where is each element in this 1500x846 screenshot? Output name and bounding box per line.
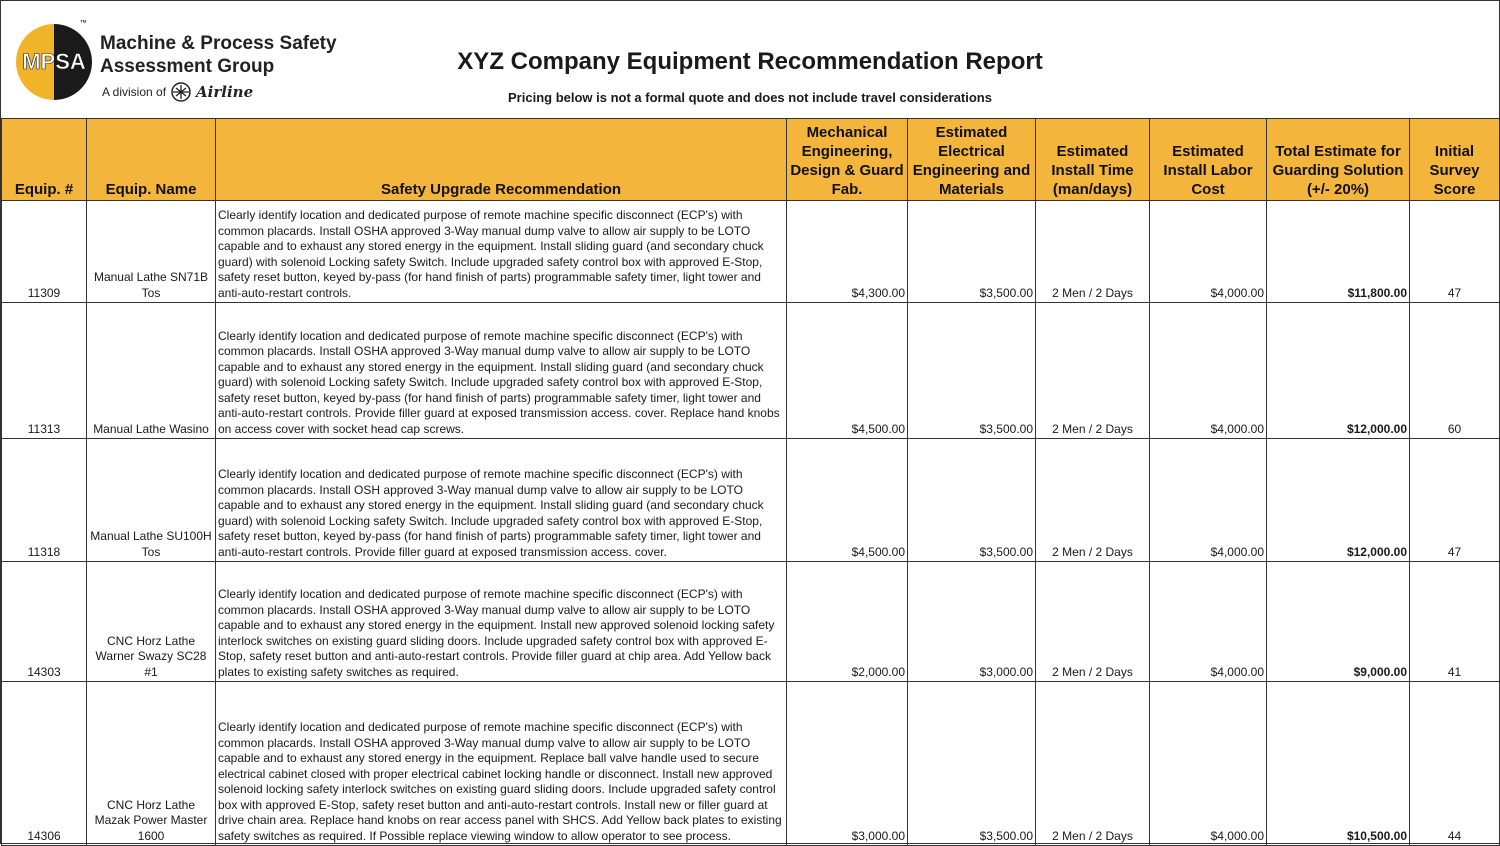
col-mech-engineering: Mechanical Engineering, Design & Guard Fab.	[787, 119, 908, 201]
table-header-row	[2, 119, 1500, 201]
equip-no-cell: 11313	[2, 303, 87, 439]
survey-score-cell: 47	[1410, 439, 1500, 562]
equip-name-cell: CNC Horz Lathe Warner Swazy SC28 #1	[87, 562, 216, 682]
logo-line-2: Assessment Group	[100, 56, 275, 77]
survey-score-cell: 60	[1410, 303, 1500, 439]
col-install-labor: Estimated Install Labor Cost	[1150, 119, 1267, 201]
total-estimate-cell: $11,800.00	[1267, 201, 1410, 303]
equip-no-cell: 11318	[2, 439, 87, 562]
table-row	[2, 682, 1500, 846]
install-time-cell: 2 Men / 2 Days	[1036, 439, 1150, 562]
elec-cost-cell: $3,500.00	[908, 201, 1036, 303]
elec-cost-cell: $3,000.00	[908, 562, 1036, 682]
mech-cost-cell: $4,500.00	[787, 439, 908, 562]
equip-name-cell: Manual Lathe Wasino	[87, 303, 216, 439]
equip-no-cell: 11309	[2, 201, 87, 303]
report-subtitle: Pricing below is not a formal quote and does not include travel considerations	[508, 90, 992, 105]
col-install-time: Estimated Install Time (man/days)	[1036, 119, 1150, 201]
trademark-mark: ™	[80, 20, 87, 27]
division-line	[102, 82, 253, 102]
report-title: XYZ Company Equipment Recommendation Report	[457, 48, 1043, 75]
labor-cost-cell: $4,000.00	[1150, 682, 1267, 846]
install-time-cell: 2 Men / 2 Days	[1036, 201, 1150, 303]
elec-cost-cell: $3,500.00	[908, 439, 1036, 562]
table-row	[2, 562, 1500, 682]
recommendation-cell: Clearly identify location and dedicated purpose of remote machine specific disconnect (ECP's) with common placards. Install OSHA approved 3-Way manual dump valve to allow air supply to be LOTO capable and to exhaust any stored energy in the equipment. Install sliding guard (and secondary chuck guard) with solenoid Locking safety Switch. Include upgraded safety control box with approved E-Stop, safety reset button, keyed by-pass (for hand finish of parts) programmable safety timer, light tower and anti-auto-restart controls. Provide filler guard at exposed transmission access. cover. Replace hand knobs on access cover with socket head cap screws.	[216, 303, 787, 439]
labor-cost-cell: $4,000.00	[1150, 562, 1267, 682]
total-estimate-cell: $10,500.00	[1267, 682, 1410, 846]
mech-cost-cell: $3,000.00	[787, 682, 908, 846]
recommendation-table	[1, 118, 1500, 846]
col-equip-name: Equip. Name	[87, 119, 216, 201]
labor-cost-cell: $4,000.00	[1150, 201, 1267, 303]
recommendation-cell: Clearly identify location and dedicated purpose of remote machine specific disconnect (ECP's) with common placards. Install OSHA approved 3-Way manual dump valve to allow air supply to be LOTO capable and to exhaust any stored energy in the equipment. Replace ball valve handle used to secure electrical cabinet closed with proper electrical cabinet locking handle or disconnect. Install new approved solenoid locking safety interlock switches on existing guard sliding doors. Include upgraded safety control box with approved E-Stop, safety reset button and anti-auto-restart controls. Install new or filler guard at drive chain area. Replace hand knobs on rear access panel with SHCS. Add Yellow back plates to existing safety switches as required. If Possible replace viewing window to allow operator to see process.	[216, 682, 787, 846]
equip-no-cell: 14303	[2, 562, 87, 682]
install-time-cell: 2 Men / 2 Days	[1036, 303, 1150, 439]
airline-emblem-icon	[170, 82, 192, 102]
equip-name-cell: Manual Lathe SN71B Tos	[87, 201, 216, 303]
mpsa-logo-icon	[14, 22, 94, 102]
col-electrical: Estimated Electrical Engineering and Materials	[908, 119, 1036, 201]
airline-brand: Airline	[196, 83, 254, 101]
col-total-estimate: Total Estimate for Guarding Solution (+/- 20%)	[1267, 119, 1410, 201]
equip-no-cell: 14306	[2, 682, 87, 846]
mech-cost-cell: $4,300.00	[787, 201, 908, 303]
table-row	[2, 439, 1500, 562]
col-equip-no: Equip. #	[2, 119, 87, 201]
total-estimate-cell: $12,000.00	[1267, 439, 1410, 562]
survey-score-cell: 44	[1410, 682, 1500, 846]
install-time-cell: 2 Men / 2 Days	[1036, 562, 1150, 682]
elec-cost-cell: $3,500.00	[908, 682, 1036, 846]
logo-company-name	[100, 32, 337, 78]
mech-cost-cell: $4,500.00	[787, 303, 908, 439]
col-survey-score: Initial Survey Score	[1410, 119, 1500, 201]
logo-line-1: Machine & Process Safety	[100, 33, 337, 54]
equip-name-cell: Manual Lathe SU100H Tos	[87, 439, 216, 562]
svg-text:MPSA: MPSA	[22, 49, 86, 74]
total-estimate-cell: $12,000.00	[1267, 303, 1410, 439]
survey-score-cell: 47	[1410, 201, 1500, 303]
labor-cost-cell: $4,000.00	[1150, 439, 1267, 562]
recommendation-cell: Clearly identify location and dedicated purpose of remote machine specific disconnect (ECP's) with common placards. Install OSHA approved 3-Way manual dump valve to allow air supply to be LOTO capable and to exhaust any stored energy in the equipment. Install new approved solenoid locking safety interlock switches on existing guard sliding doors. Include upgraded safety control box with approved E-Stop, safety reset button and anti-auto-restart controls. Provide filler guard at chip area. Add Yellow back plates to existing safety switches as required.	[216, 562, 787, 682]
elec-cost-cell: $3,500.00	[908, 303, 1036, 439]
division-prefix: A division of	[102, 85, 167, 99]
labor-cost-cell: $4,000.00	[1150, 303, 1267, 439]
survey-score-cell: 41	[1410, 562, 1500, 682]
mech-cost-cell: $2,000.00	[787, 562, 908, 682]
recommendation-cell: Clearly identify location and dedicated purpose of remote machine specific disconnect (ECP's) with common placards. Install OSHA approved 3-Way manual dump valve to allow air supply to be LOTO capable and to exhaust any stored energy in the equipment. Install sliding guard (and secondary chuck guard) with solenoid Locking safety Switch. Include upgraded safety control box with approved E-Stop, safety reset button, keyed by-pass (for hand finish of parts) programmable safety timer, light tower and anti-auto-restart controls.	[216, 201, 787, 303]
total-estimate-cell: $9,000.00	[1267, 562, 1410, 682]
table-row	[2, 303, 1500, 439]
install-time-cell: 2 Men / 2 Days	[1036, 682, 1150, 846]
recommendation-cell: Clearly identify location and dedicated purpose of remote machine specific disconnect (ECP's) with common placards. Install OSH approved 3-Way manual dump valve to allow air supply to be LOTO capable and to exhaust any stored energy in the equipment. Install sliding guard (and secondary chuck guard) with solenoid Locking safety Switch. Include upgraded safety control box with approved E-Stop, safety reset button, keyed by-pass (for hand finish of parts) programmable safety timer, light tower and anti-auto-restart controls. Provide filler guard at exposed transmission access. cover.	[216, 439, 787, 562]
equip-name-cell: CNC Horz Lathe Mazak Power Master 1600	[87, 682, 216, 846]
table-row	[2, 201, 1500, 303]
col-recommendation: Safety Upgrade Recommendation	[216, 119, 787, 201]
